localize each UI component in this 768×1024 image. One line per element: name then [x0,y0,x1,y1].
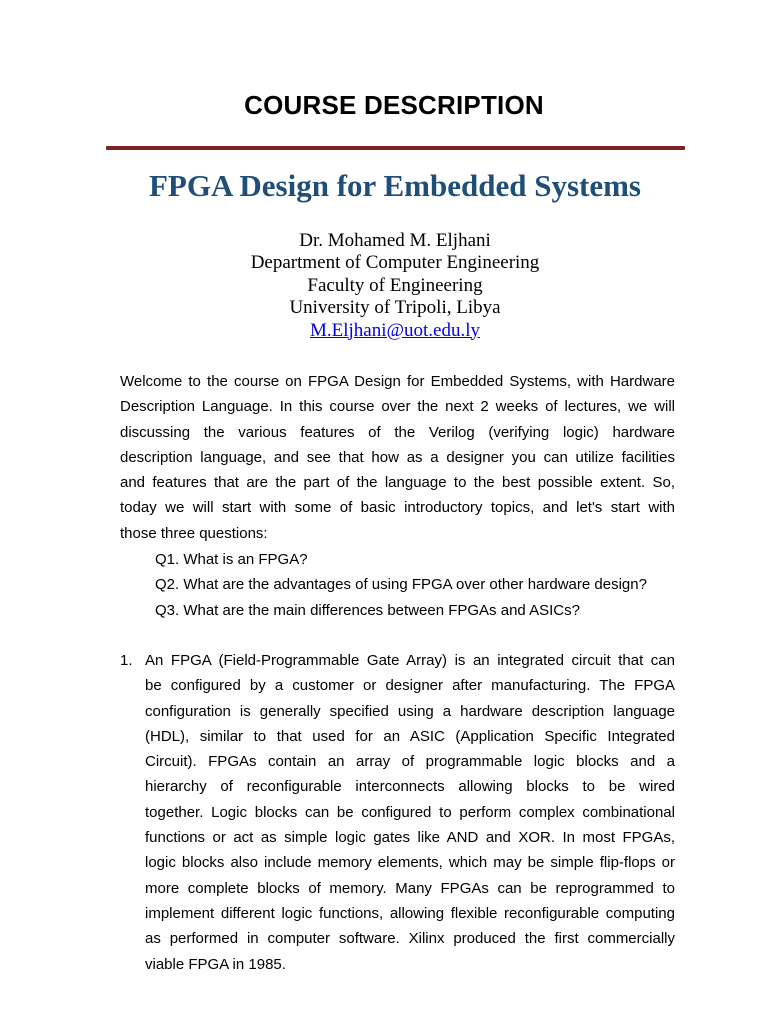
question-item: Q3. What are the main differences between FPGAs and ASICs? [155,601,580,619]
list-item-line: together. Logic blocks can be configured to perform complex combinational [145,803,675,821]
list-item-line: be configured by a customer or designer after manufacturing. The FPGA [145,677,675,695]
question-item: Q1. What is an FPGA? [155,551,308,568]
list-item-line: Circuit). FPGAs contain an array of programmable logic blocks and a [145,753,675,771]
intro-line: and features that are the part of the language to the best possible extent. So, [120,474,675,492]
document-title: FPGA Design for Embedded Systems [148,168,641,203]
course-description-heading: COURSE DESCRIPTION [244,90,544,120]
author-department: Department of Computer Engineering [250,252,540,274]
list-item-line: hierarchy of reconfigurable interconnects allowing blocks to be wired [145,778,675,796]
author-block [0,230,768,342]
intro-line: description language, and see that how as a designer you can utilize facilities [120,448,675,466]
list-item-line: configuration is generally specified using a hardware description language [145,702,675,720]
list-item-line: functions or act as simple logic gates like AND and XOR. In most FPGAs, [145,829,675,847]
author-email-link[interactable]: M.Eljhani@uot.edu.ly [309,319,480,341]
author-university: University of Tripoli, Libya [289,297,501,319]
intro-line: Description Language. In this course over the next 2 weeks of lectures, we will [120,398,675,416]
question-list [155,547,647,623]
question-item: Q2. What are the advantages of using FPGA over other hardware design? [155,576,647,594]
list-item-line: as performed in computer software. Xilinx produced the first commercially [145,930,675,948]
intro-line: today we will start with some of basic introductory topics, and let's start with [120,499,675,517]
list-item-line: more complete blocks of memory. Many FPGAs can be reprogrammed to [145,879,675,897]
list-item-line: implement different logic functions, allowing flexible reconfigurable computing [145,904,675,922]
list-item-line: viable FPGA in 1985. [145,955,286,973]
list-item-line: (HDL), similar to that used for an ASIC (Application Specific Integrated [145,727,675,745]
list-item-line: An FPGA (Field-Programmable Gate Array) is an integrated circuit that can [145,652,675,669]
list-item-line: logic blocks also include memory elements, which may be simple flip-flops or [145,854,675,872]
intro-line: Welcome to the course on FPGA Design for Embedded Systems, with Hardware [120,373,675,390]
intro-paragraph [120,369,675,546]
title-divider [106,146,685,150]
author-name: Dr. Mohamed M. Eljhani [299,230,491,251]
list-item-body [145,648,675,977]
intro-line: those three questions: [120,524,268,542]
list-item-number: 1. [120,652,133,669]
author-faculty: Faculty of Engineering [307,274,483,296]
intro-line: discussing the various features of the Verilog (verifying logic) hardware [120,423,675,441]
